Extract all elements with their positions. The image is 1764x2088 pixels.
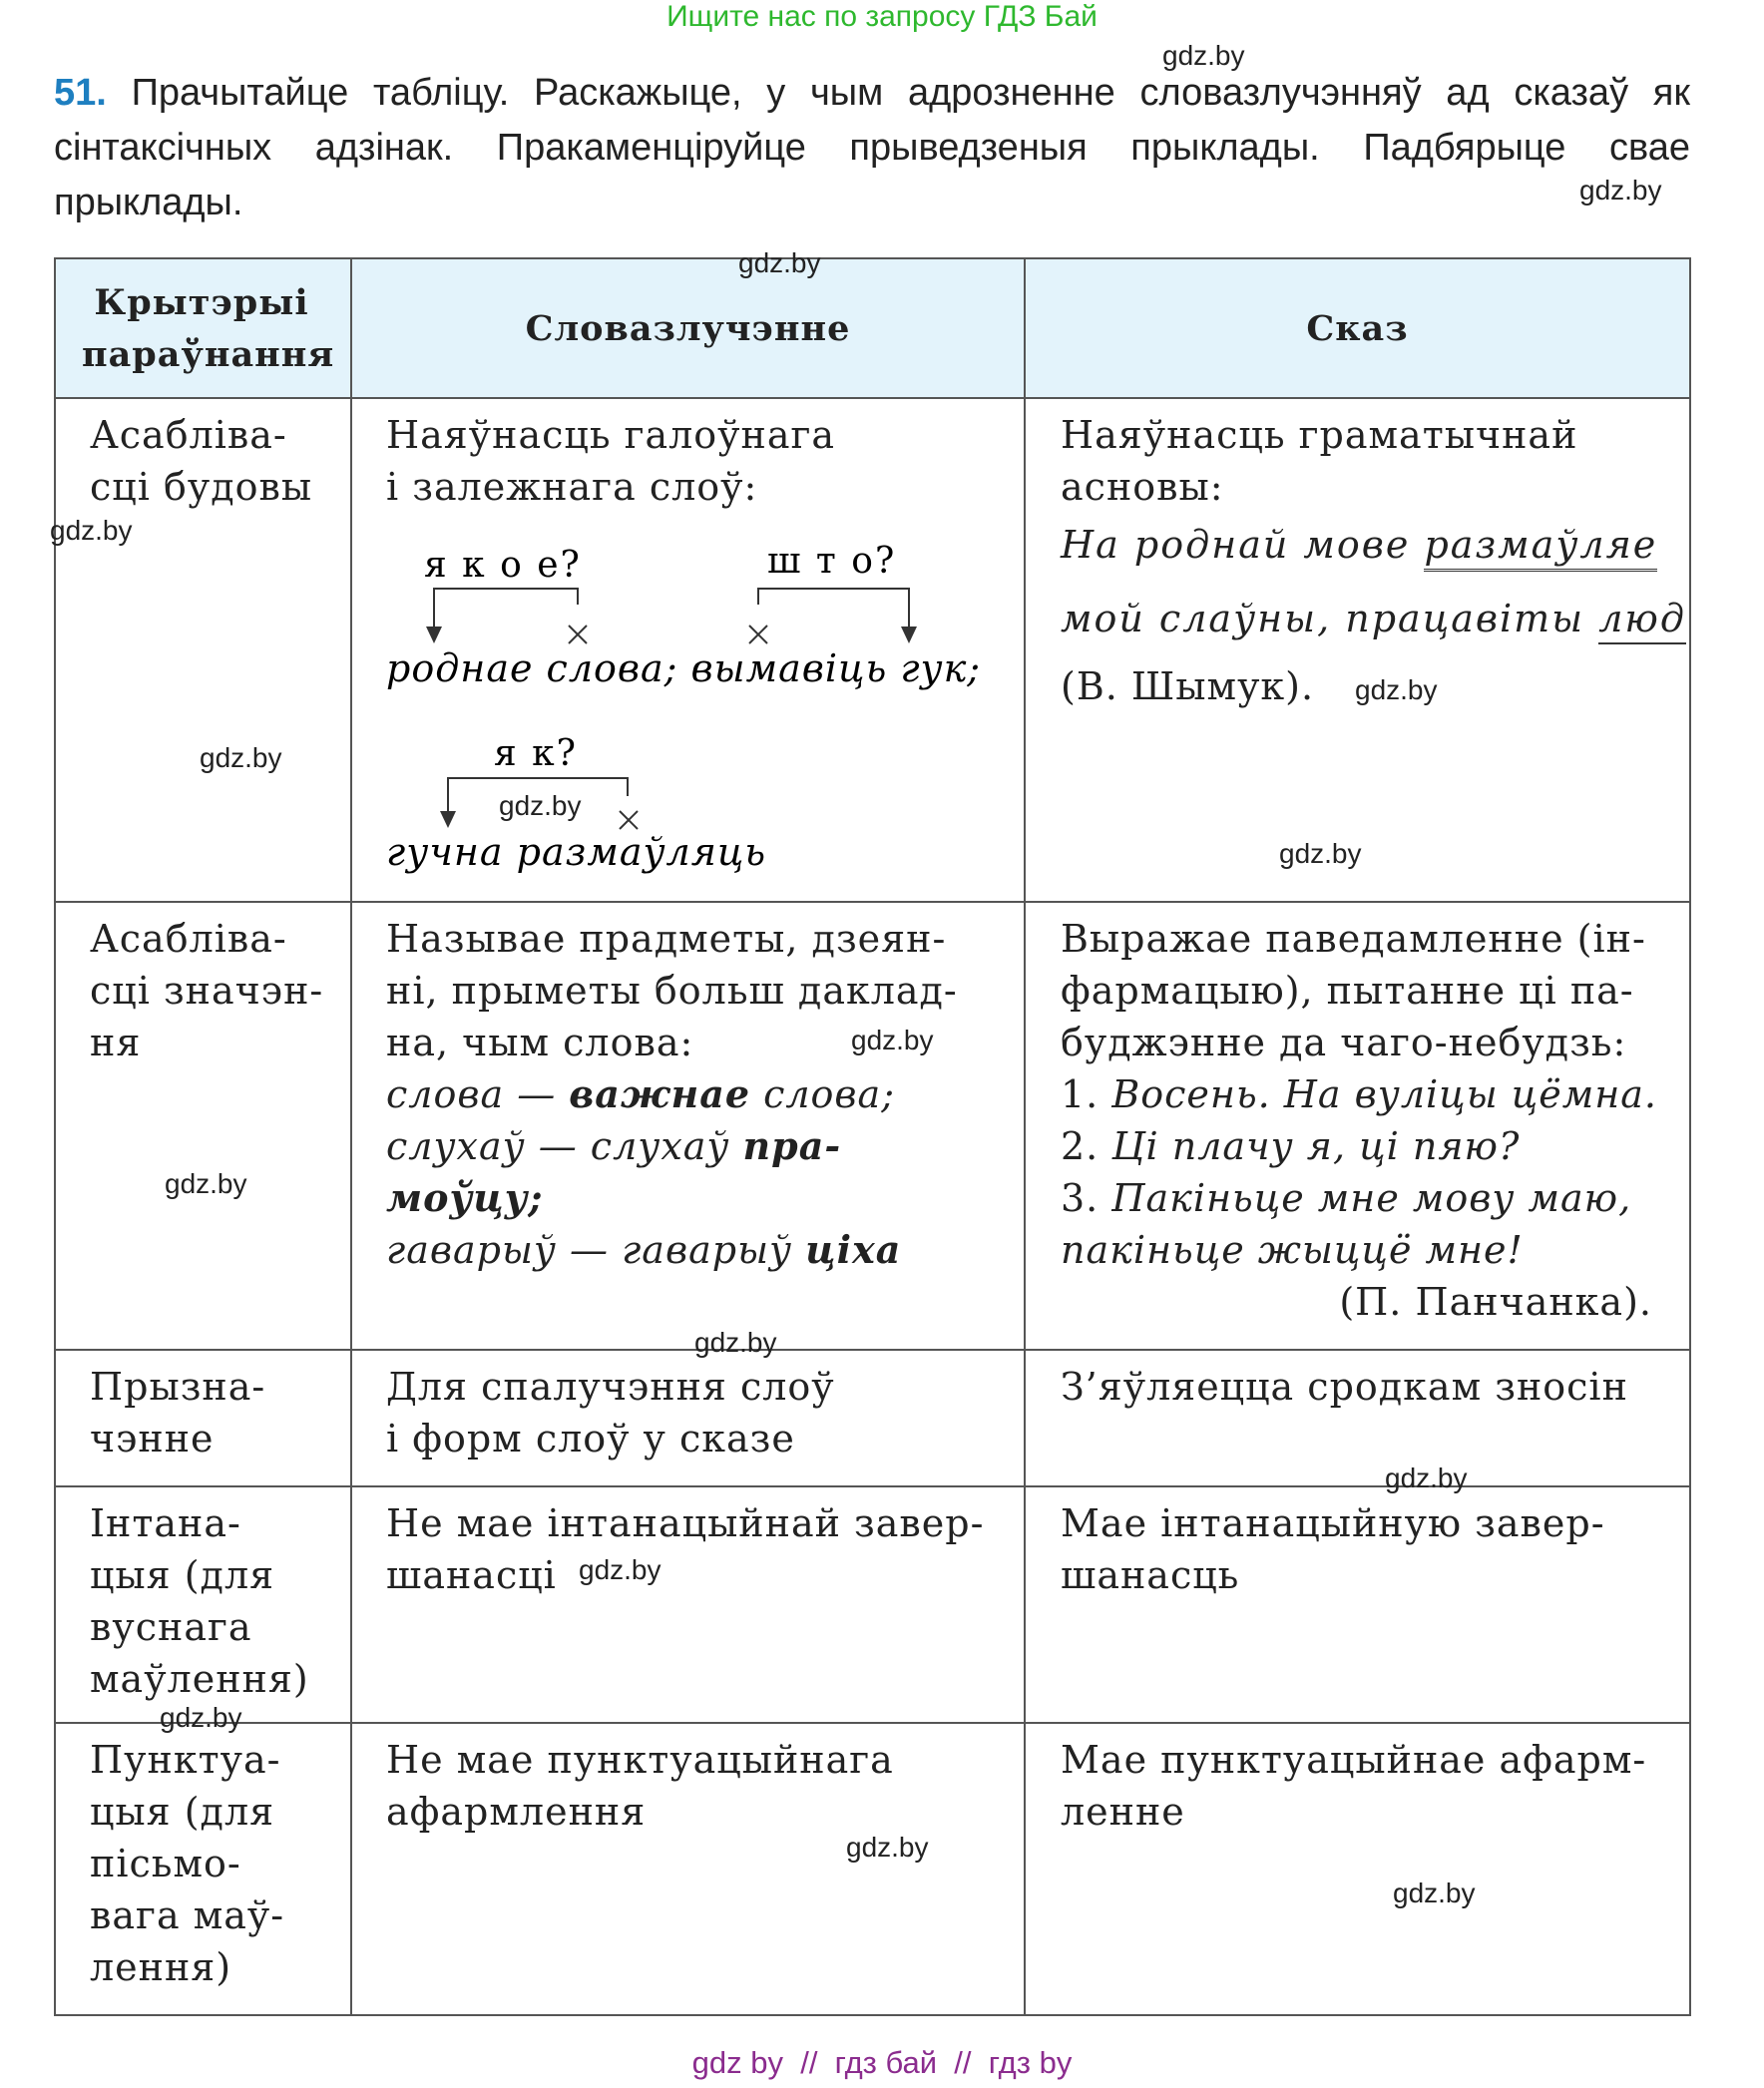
row2-phrase-example-1: [386, 1068, 895, 1120]
scheme-arrow-3: [440, 811, 456, 828]
watermark: gdz.by: [160, 1702, 242, 1733]
footer: gdz by // гдз бай // гдз by: [691, 2045, 1073, 2080]
watermark: gdz.by: [1579, 175, 1662, 206]
example-2-bold: пра-: [742, 1123, 842, 1168]
row2-criterion: Асабліва- сці значэн- ня: [90, 917, 324, 1064]
row2-phrase-example-2-cont: моўцу;: [386, 1175, 544, 1220]
sentence-1-number: 1.: [1061, 1072, 1112, 1116]
header-sentence: Сказ: [1306, 308, 1409, 349]
table-border-row4: [54, 1722, 1691, 1724]
scheme-question-3: я к?: [494, 733, 578, 774]
quote-predicate: размаўляе: [1424, 523, 1657, 572]
example-2-part-a: слухаў — слухаў: [386, 1124, 743, 1168]
table-border-top: [54, 257, 1691, 259]
sentence-1-text: Восень. На вуліцы цёмна.: [1111, 1072, 1657, 1116]
row2-phrase-example-2: [386, 1120, 841, 1172]
row2-phrase-intro: Называе прадметы, дзеян- ні, прыметы больш даклад- на, чым слова:: [386, 917, 958, 1064]
header-phrase: Словазлучэнне: [525, 308, 851, 349]
scheme-bracket-1: [434, 589, 578, 640]
watermark: gdz.by: [851, 1025, 934, 1055]
row2-sentence-1: [1061, 1068, 1657, 1120]
watermark: gdz.by: [50, 515, 133, 546]
example-1-bold: важнае: [569, 1071, 750, 1116]
quote-subject: люд: [1598, 597, 1686, 644]
watermark: gdz.by: [738, 247, 821, 278]
row3-phrase: Для спалучэння слоў і форм слоў у сказе: [386, 1365, 835, 1461]
watermark: gdz.by: [846, 1832, 929, 1863]
sentence-3-number: 3.: [1061, 1176, 1112, 1220]
watermark: gdz.by: [200, 742, 282, 773]
table-border-right: [1689, 257, 1691, 2016]
scheme-arrow-2: [901, 626, 917, 643]
watermark: gdz.by: [579, 1554, 662, 1585]
row1-criterion: Асабліва- сці будовы: [90, 413, 313, 509]
row1-sentence-quote-line2: [1061, 593, 1686, 644]
table-border-row2: [54, 1349, 1691, 1351]
example-3-part-a: гаварыў — гаварыў: [386, 1228, 806, 1272]
table-border-bottom: [54, 2014, 1691, 2016]
row4-criterion: Інтана- цыя (для вуснага маўлення): [90, 1501, 309, 1701]
task-text: [54, 66, 1690, 230]
scheme-arrow-1: [426, 626, 442, 643]
task-body: Прачытайце табліцу. Раскажыце, у чым адрозненне словазлучэнняў ад сказаў як сінтаксічных адзінак. Пракаменціруйце прыведзеныя прыклады. Падбярыце свае прыклады.: [54, 72, 1690, 223]
watermark: gdz.by: [165, 1168, 247, 1199]
example-1-part-c: слова;: [750, 1072, 896, 1116]
task-number: 51.: [54, 72, 107, 114]
quote-part-1: На роднай мове: [1061, 523, 1425, 567]
sentence-2-text: Ці плачу я, ці пяю?: [1111, 1124, 1521, 1168]
row3-sentence: З’яўляецца сродкам зносін: [1061, 1365, 1628, 1409]
row2-sentence-intro: Выражае паведамленне (ін- фармацыю), пытанне ці па- буджэнне да чаго-небудзь:: [1061, 917, 1646, 1064]
table-border-header: [54, 397, 1691, 399]
scheme-question-2: ш т о?: [767, 541, 897, 582]
watermark: gdz.by: [694, 1327, 777, 1358]
sentence-3-text: Пакіньце мне мову маю, пакіньце жыццё мне!: [1061, 1176, 1632, 1272]
table-border-row1: [54, 901, 1691, 903]
row4-phrase: Не мае інтанацыйнай завер- шанасці: [386, 1501, 985, 1597]
watermark: gdz.by: [499, 790, 582, 821]
table-col-divider-2: [1024, 257, 1026, 2016]
watermark: gdz.by: [1162, 40, 1245, 71]
watermark: gdz.by: [1279, 838, 1362, 869]
row2-sentence-2: [1061, 1120, 1520, 1172]
quote-part-2: мой слаўны, працавіты: [1061, 597, 1599, 640]
watermark: gdz.by: [1393, 1878, 1476, 1908]
row5-criterion: Пунктуа- цыя (для пісьмо- вага маў- лення): [90, 1738, 285, 1989]
scheme-example-2: гучна размаўляць: [386, 830, 767, 874]
row2-sentence-3: [1061, 1172, 1631, 1276]
row1-phrase-schemes: [352, 529, 1023, 900]
row4-sentence: Мае інтанацыйную завер- шанасць: [1061, 1501, 1605, 1597]
header-criterion: Крытэрыі параўнання: [82, 282, 335, 375]
table-col-divider-1: [350, 257, 352, 2016]
watermark: gdz.by: [1355, 674, 1438, 705]
row5-sentence: Мае пунктуацыйнае афарм- ленне: [1061, 1738, 1647, 1834]
scheme-question-1: я к о е?: [424, 545, 582, 586]
row5-phrase: Не мае пунктуацыйнага афармлення: [386, 1738, 894, 1834]
row3-criterion: Прызна- чэнне: [90, 1365, 266, 1461]
scheme-example-1: роднае слова; вымавіць гук;: [386, 646, 982, 690]
row1-phrase-intro: Наяўнасць галоўнага і залежнага слоў:: [386, 413, 836, 509]
example-3-bold: ціха: [805, 1227, 902, 1272]
row1-sentence-quote-line1: [1061, 519, 1657, 571]
row1-sentence-intro: Наяўнасць граматычнай асновы:: [1061, 413, 1578, 509]
row2-sentence-author: (П. Панчанка).: [1339, 1280, 1652, 1324]
scheme-cross-3: [620, 811, 638, 829]
sentence-2-number: 2.: [1061, 1124, 1112, 1168]
example-1-part-a: слова —: [386, 1072, 570, 1116]
row1-sentence-author: (В. Шымук).: [1061, 664, 1315, 708]
watermark: gdz.by: [1385, 1462, 1468, 1493]
scheme-bracket-2: [758, 589, 909, 640]
scheme-cross-1: [569, 626, 587, 643]
top-banner: Ищите нас по запросу ГДЗ Бай: [666, 0, 1098, 33]
row2-phrase-example-3: [386, 1224, 901, 1276]
scheme-cross-2: [749, 626, 767, 643]
